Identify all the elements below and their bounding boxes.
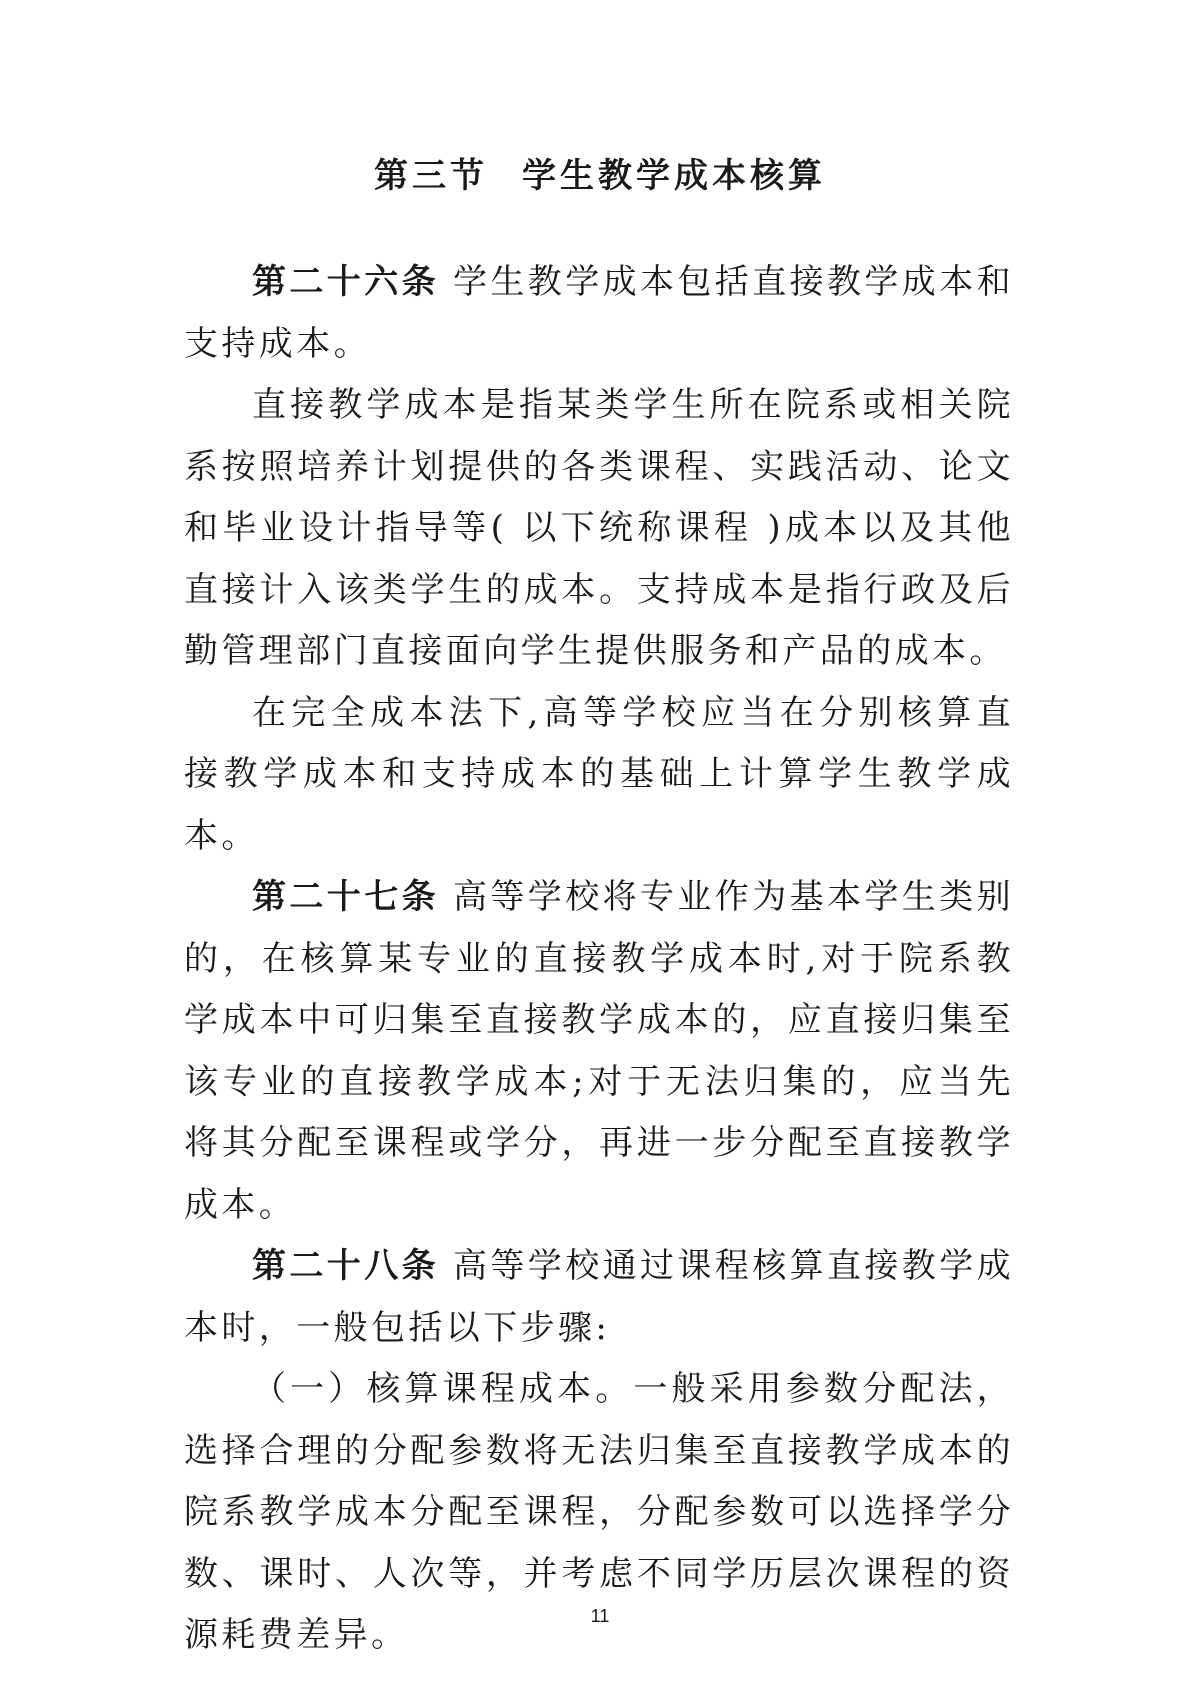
section-number: 第三节 xyxy=(374,156,488,196)
article-number: 第二十八条 xyxy=(252,1246,439,1286)
paragraph-text: 高等学校通过课程核算直接教学成本时，一般包括以下步骤: xyxy=(184,1246,1014,1348)
paragraph-article-28 xyxy=(184,1236,1014,1359)
article-number: 第二十六条 xyxy=(252,262,439,302)
page-number: 11 xyxy=(590,1606,610,1626)
section-heading xyxy=(0,148,1200,197)
paragraph-text: （一）核算课程成本。一般采用参数分配法，选择合理的分配参数将无法归集至直接教学成本的院系教学成本分配至课程，分配参数可以选择学分数、课时、人次等，并考虑不同学历层次课程的资源耗费差异。 xyxy=(184,1369,1014,1655)
paragraph-text: 在完全成本法下,高等学校应当在分别核算直接教学成本和支持成本的基础上计算学生教学成本。 xyxy=(184,692,1014,856)
paragraph-article-26 xyxy=(184,252,1014,375)
paragraph-article-27 xyxy=(184,867,1014,1236)
section-title-text: 学生教学成本核算 xyxy=(522,156,826,196)
paragraph-text: 高等学校将专业作为基本学生类别的，在核算某专业的直接教学成本时,对于院系教学成本中可归集至直接教学成本的，应直接归集至该专业的直接教学成本;对于无法归集的，应当先将其分配至课程或学分，再进一步分配至直接教学成本。 xyxy=(184,877,1014,1225)
document-body xyxy=(184,252,1014,1667)
paragraph-text: 学生教学成本包括直接教学成本和支持成本。 xyxy=(184,262,1014,364)
paragraph-full-cost-method xyxy=(184,683,1014,868)
paragraph-direct-cost-definition xyxy=(184,375,1014,683)
paragraph-text: 直接教学成本是指某类学生所在院系或相关院系按照培养计划提供的各类课程、实践活动、论文和毕业设计指导等( 以下统称课程 )成本以及其他直接计入该类学生的成本。支持成本是指行政及后勤管理部门直接面向学生提供服务和产品的成本。 xyxy=(184,385,1014,671)
article-number: 第二十七条 xyxy=(252,877,439,917)
